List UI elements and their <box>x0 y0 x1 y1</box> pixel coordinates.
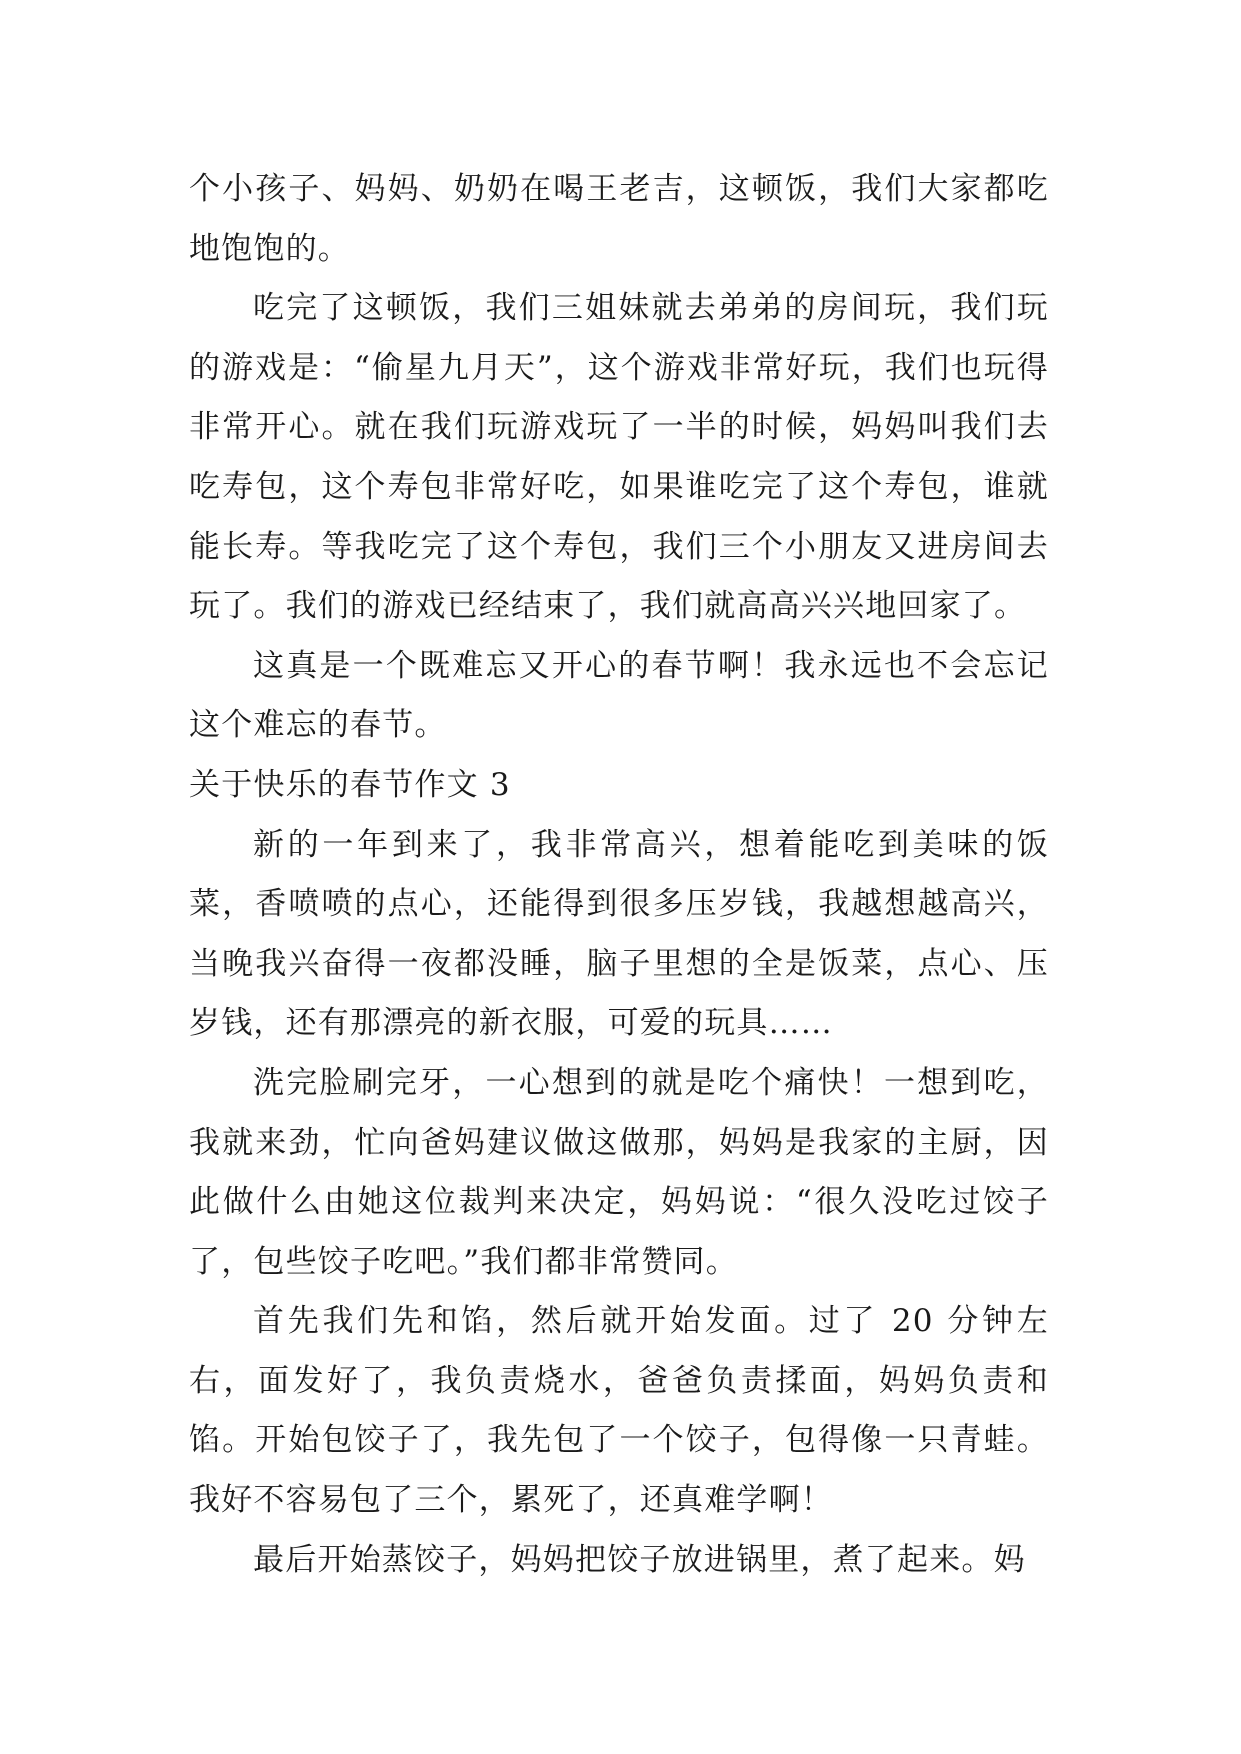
paragraph: 吃完了这顿饭，我们三姐妹就去弟弟的房间玩，我们玩的游戏是：“偷星九月天”，这个游戏非常好玩，我们也玩得非常开心。就在我们玩游戏玩了一半的时候，妈妈叫我们去吃寿包，这个寿包非常好吃，如果谁吃完了这个寿包，谁就能长寿。等我吃完了这个寿包，我们三个小朋友又进房间去玩了。我们的游戏已经结束了，我们就高高兴兴地回家了。 <box>189 290 1049 625</box>
document-body <box>189 160 1049 1590</box>
paragraph: 这真是一个既难忘又开心的春节啊！我永远也不会忘记这个难忘的春节。 <box>189 647 1049 744</box>
paragraph: 个小孩子、妈妈、奶奶在喝王老吉，这顿饭，我们大家都吃地饱饱的。 <box>189 171 1049 267</box>
section-heading: 关于快乐的春节作文 3 <box>189 766 511 803</box>
paragraph: 最后开始蒸饺子，妈妈把饺子放进锅里，煮了起来。妈 <box>253 1541 1026 1578</box>
paragraph: 首先我们先和馅，然后就开始发面。过了 20 分钟左右，面发好了，我负责烧水，爸爸负责揉面，妈妈负责和馅。开始包饺子了，我先包了一个饺子，包得像一只青蛙。我好不容易包了三个，累死了，还真难学啊！ <box>189 1303 1049 1519</box>
paragraph: 新的一年到来了，我非常高兴，想着能吃到美味的饭菜，香喷喷的点心，还能得到很多压岁钱，我越想越高兴，当晚我兴奋得一夜都没睡，脑子里想的全是饭菜，点心、压岁钱，还有那漂亮的新衣服，可爱的玩具…… <box>189 826 1049 1042</box>
paragraph: 洗完脸刷完牙，一心想到的就是吃个痛快！一想到吃，我就来劲，忙向爸妈建议做这做那，妈妈是我家的主厨，因此做什么由她这位裁判来决定，妈妈说：“很久没吃过饺子了，包些饺子吃吧。”我们都非常赞同。 <box>189 1064 1049 1280</box>
